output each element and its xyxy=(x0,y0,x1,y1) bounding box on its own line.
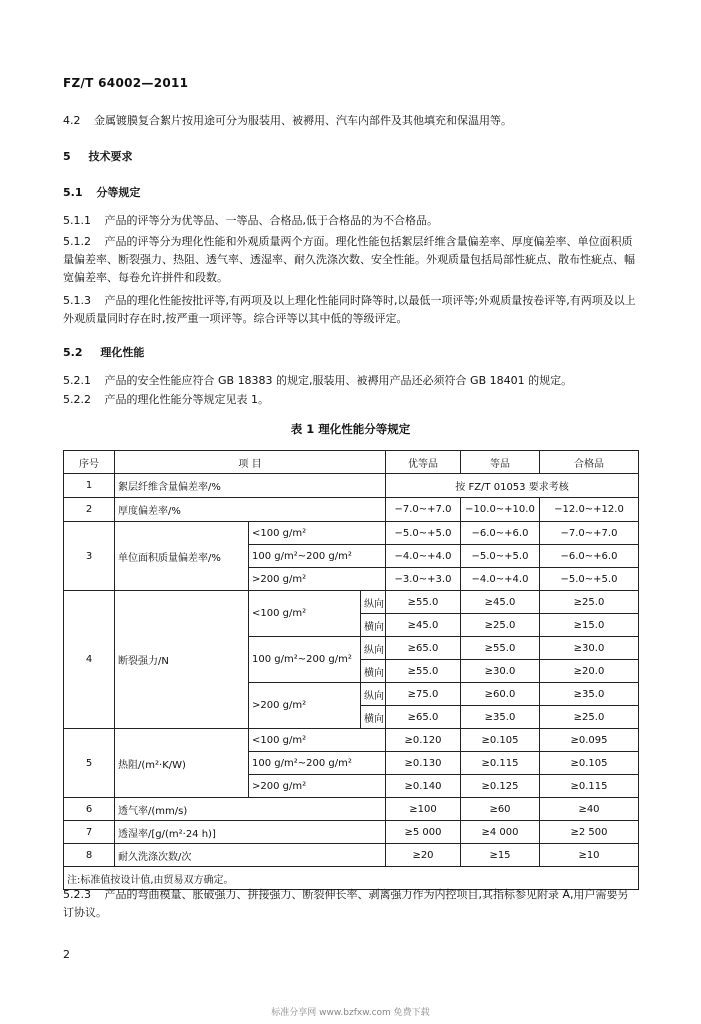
value-cell: ≥40 xyxy=(540,798,639,821)
clause-number: 4.2 xyxy=(63,114,81,127)
row-seq: 8 xyxy=(64,844,115,867)
section-number: 5.2 xyxy=(63,346,83,359)
table-row xyxy=(64,591,639,614)
value-cell: ≥4 000 xyxy=(461,821,540,844)
table-title: 表 1 理化性能分等规定 xyxy=(290,422,411,436)
value-cell: −4.0~+4.0 xyxy=(386,545,461,568)
clause-number: 5.1.2 xyxy=(63,235,91,248)
clause-number: 5.1.1 xyxy=(63,214,91,227)
weight-range: >200 g/m² xyxy=(249,775,386,798)
row-item: 厚度偏差率/% xyxy=(115,498,386,522)
table-note: 注:标准值按设计值,由贸易双方确定。 xyxy=(64,867,639,890)
value-cell: −7.0~+7.0 xyxy=(386,498,461,522)
header-item: 项 目 xyxy=(115,451,386,474)
clause-text: 产品的理化性能按批评等,有两项及以上理化性能同时降等时,以最低一项评等;外观质量按卷评等,有两项及以上外观质量同时存在时,按严重一项评等。综合评等以其中低的等级评定。 xyxy=(63,294,636,325)
row-item: 絮层纤维含量偏差率/% xyxy=(115,474,386,498)
weight-range: 100 g/m²~200 g/m² xyxy=(249,545,386,568)
row-item: 耐久洗涤次数/次 xyxy=(115,844,386,867)
table-row xyxy=(64,821,639,844)
value-cell: −5.0~+5.0 xyxy=(461,545,540,568)
table-row xyxy=(64,844,639,867)
value-cell: ≥65.0 xyxy=(386,706,461,729)
value-cell: ≥5 000 xyxy=(386,821,461,844)
page-number: 2 xyxy=(63,948,70,961)
value-cell: ≥45.0 xyxy=(386,614,461,637)
row-value: 按 FZ/T 01053 要求考核 xyxy=(386,474,639,498)
row-item: 断裂强力/N xyxy=(115,591,249,729)
value-cell: ≥55.0 xyxy=(461,637,540,660)
clause-5-1-1 xyxy=(63,212,438,230)
table-row xyxy=(64,474,639,498)
value-cell: ≥100 xyxy=(386,798,461,821)
clause-number: 5.1.3 xyxy=(63,294,91,307)
clause-5-2-2 xyxy=(63,391,269,409)
direction-label: 横向 xyxy=(361,614,386,637)
header-grade-first: 等品 xyxy=(461,451,540,474)
row-seq: 1 xyxy=(64,474,115,498)
row-seq: 6 xyxy=(64,798,115,821)
value-cell: ≥65.0 xyxy=(386,637,461,660)
direction-label: 横向 xyxy=(361,706,386,729)
row-seq: 2 xyxy=(64,498,115,522)
weight-range: <100 g/m² xyxy=(249,729,386,752)
header-grade-qualified: 合格品 xyxy=(540,451,639,474)
table-row xyxy=(64,498,639,522)
value-cell: −6.0~+6.0 xyxy=(540,545,639,568)
section-title: 理化性能 xyxy=(100,346,145,359)
value-cell: ≥20 xyxy=(386,844,461,867)
value-cell: ≥60.0 xyxy=(461,683,540,706)
row-seq: 3 xyxy=(64,522,115,591)
value-cell: −4.0~+4.0 xyxy=(461,568,540,591)
value-cell: ≥15 xyxy=(461,844,540,867)
row-seq: 4 xyxy=(64,591,115,729)
clause-text: 产品的弯曲模量、胀破强力、拼接强力、断裂伸长率、剥离强力作为内控项目,其指标参见附录 A,用户需要另订协议。 xyxy=(63,888,629,919)
clause-text: 产品的安全性能应符合 GB 18383 的规定,服装用、被褥用产品还必须符合 GB 18401 的规定。 xyxy=(104,374,573,387)
value-cell: ≥0.130 xyxy=(386,752,461,775)
section-5-2-heading xyxy=(63,344,144,362)
value-cell: ≥25.0 xyxy=(540,706,639,729)
value-cell: ≥60 xyxy=(461,798,540,821)
section-number: 5 xyxy=(63,150,71,163)
row-item: 热阻/(m²·K/W) xyxy=(115,729,249,798)
value-cell: −3.0~+3.0 xyxy=(386,568,461,591)
clause-text: 产品的理化性能分等规定见表 1。 xyxy=(104,393,269,406)
clause-5-2-1 xyxy=(63,372,572,390)
clause-text: 金属镀膜复合絮片按用途可分为服装用、被褥用、汽车内部件及其他填充和保温用等。 xyxy=(94,114,512,127)
site-watermark: 标准分享网 www.bzfxw.com 免费下载 xyxy=(271,1008,430,1018)
value-cell: ≥0.105 xyxy=(461,729,540,752)
value-cell: ≥0.140 xyxy=(386,775,461,798)
clause-number: 5.2.2 xyxy=(63,393,91,406)
clause-5-2-3 xyxy=(63,886,638,922)
value-cell: ≥20.0 xyxy=(540,660,639,683)
value-cell: ≥75.0 xyxy=(386,683,461,706)
weight-range: <100 g/m² xyxy=(249,591,361,637)
row-item: 透湿率/[g/(m²·24 h)] xyxy=(115,821,386,844)
row-seq: 5 xyxy=(64,729,115,798)
row-item: 单位面积质量偏差率/% xyxy=(115,522,249,591)
row-item: 透气率/(mm/s) xyxy=(115,798,386,821)
standard-header: FZ/T 64002—2011 xyxy=(63,76,189,90)
value-cell: ≥0.105 xyxy=(540,752,639,775)
value-cell: −6.0~+6.0 xyxy=(461,522,540,545)
clause-4-2 xyxy=(63,112,512,130)
performance-grading-table xyxy=(63,450,639,890)
value-cell: ≥0.120 xyxy=(386,729,461,752)
value-cell: ≥30.0 xyxy=(540,637,639,660)
value-cell: ≥25.0 xyxy=(461,614,540,637)
clause-5-1-2 xyxy=(63,233,638,287)
table-header-row xyxy=(64,451,639,474)
value-cell: ≥0.125 xyxy=(461,775,540,798)
weight-range: 100 g/m²~200 g/m² xyxy=(249,637,361,683)
direction-label: 横向 xyxy=(361,660,386,683)
value-cell: ≥35.0 xyxy=(540,683,639,706)
value-cell: ≥45.0 xyxy=(461,591,540,614)
table-row xyxy=(64,798,639,821)
clause-text: 产品的评等分为理化性能和外观质量两个方面。理化性能包括絮层纤维含量偏差率、厚度偏差率、单位面积质量偏差率、断裂强力、热阻、透气率、透湿率、耐久洗涤次数、安全性能。外观质量包括局部性疵点、散布性疵点、幅宽偏差率、每卷允许拼件和段数。 xyxy=(63,235,635,284)
header-grade-superior: 优等品 xyxy=(386,451,461,474)
section-number: 5.1 xyxy=(63,186,83,199)
row-seq: 7 xyxy=(64,821,115,844)
weight-range: >200 g/m² xyxy=(249,683,361,729)
section-title: 分等规定 xyxy=(96,186,141,199)
clause-number: 5.2.3 xyxy=(63,888,91,901)
value-cell: ≥0.115 xyxy=(540,775,639,798)
value-cell: ≥15.0 xyxy=(540,614,639,637)
value-cell: ≥35.0 xyxy=(461,706,540,729)
section-5-heading xyxy=(63,148,133,166)
value-cell: ≥25.0 xyxy=(540,591,639,614)
direction-label: 纵向 xyxy=(361,591,386,614)
value-cell: −12.0~+12.0 xyxy=(540,498,639,522)
clause-5-1-3 xyxy=(63,292,638,328)
value-cell: −10.0~+10.0 xyxy=(461,498,540,522)
value-cell: ≥55.0 xyxy=(386,591,461,614)
value-cell: −5.0~+5.0 xyxy=(540,568,639,591)
section-title: 技术要求 xyxy=(88,150,133,163)
direction-label: 纵向 xyxy=(361,637,386,660)
weight-range: 100 g/m²~200 g/m² xyxy=(249,752,386,775)
weight-range: >200 g/m² xyxy=(249,568,386,591)
value-cell: ≥10 xyxy=(540,844,639,867)
value-cell: ≥2 500 xyxy=(540,821,639,844)
clause-number: 5.2.1 xyxy=(63,374,91,387)
section-5-1-heading xyxy=(63,184,140,202)
value-cell: −7.0~+7.0 xyxy=(540,522,639,545)
value-cell: ≥30.0 xyxy=(461,660,540,683)
value-cell: ≥0.095 xyxy=(540,729,639,752)
direction-label: 纵向 xyxy=(361,683,386,706)
table-row xyxy=(64,522,639,545)
value-cell: −5.0~+5.0 xyxy=(386,522,461,545)
value-cell: ≥0.115 xyxy=(461,752,540,775)
header-seq: 序号 xyxy=(64,451,115,474)
weight-range: <100 g/m² xyxy=(249,522,386,545)
clause-text: 产品的评等分为优等品、一等品、合格品,低于合格品的为不合格品。 xyxy=(104,214,438,227)
table-row xyxy=(64,729,639,752)
value-cell: ≥55.0 xyxy=(386,660,461,683)
